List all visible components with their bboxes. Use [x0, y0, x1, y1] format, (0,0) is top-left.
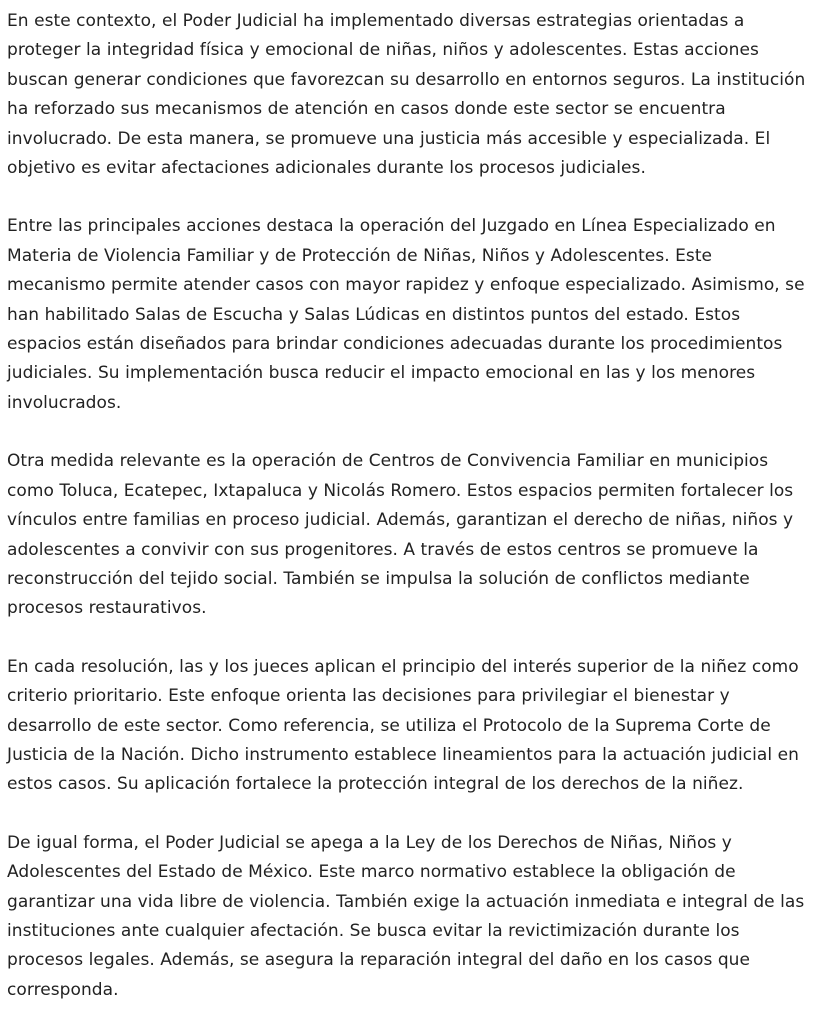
article-body	[7, 7, 807, 1005]
paragraph-3: Otra medida relevante es la operación de Centros de Convivencia Familiar en municipios como Toluca, Ecatepec, Ixtapaluca y Nicolás Romero. Estos espacios permiten fortalecer los vínculos entre familias en proceso judicial. Además, garantizan el derecho de niñas, niños y adolescentes a convivir con sus progenitores. A través de estos centros se promueve la reconstrucción del tejido social. También se impulsa la solución de conflictos mediante procesos restaurativos.	[7, 451, 794, 619]
paragraph-4: En cada resolución, las y los jueces aplican el principio del interés superior de la niñez como criterio prioritario. Este enfoque orienta las decisiones para privilegiar el bienestar y desarrollo de este sector. Como referencia, se utiliza el Protocolo de la Suprema Corte de Justicia de la Nación. Dicho instrumento establece lineamientos para la actuación judicial en estos casos. Su aplicación fortalece la protección integral de los derechos de la niñez.	[7, 656, 799, 795]
paragraph-5: De igual forma, el Poder Judicial se apega a la Ley de los Derechos de Niñas, Niños y Adolescentes del Estado de México. Este marco normativo establece la obligación de garantizar una vida libre de violencia. También exige la actuación inmediata e integral de las instituciones ante cualquier afectación. Se busca evitar la revictimización durante los procesos legales. Además, se asegura la reparación integral del daño en los casos que corresponda.	[7, 832, 805, 1000]
paragraph-2: Entre las principales acciones destaca la operación del Juzgado en Línea Especializado en Materia de Violencia Familiar y de Protección de Niñas, Niños y Adolescentes. Este mecanismo permite atender casos con mayor rapidez y enfoque especializado. Asimismo, se han habilitado Salas de Escucha y Salas Lúdicas en distintos puntos del estado. Estos espacios están diseñados para brindar condiciones adecuadas durante los procedimientos judiciales. Su implementación busca reducir el impacto emocional en las y los menores involucrados.	[7, 216, 805, 413]
paragraph-1: En este contexto, el Poder Judicial ha implementado diversas estrategias orientadas a proteger la integridad física y emocional de niñas, niños y adolescentes. Estas acciones buscan generar condiciones que favorezcan su desarrollo en entornos seguros. La institución ha reforzado sus mecanismos de atención en casos donde este sector se encuentra involucrado. De esta manera, se promueve una justicia más accesible y especializada. El objetivo es evitar afectaciones adicionales durante los procesos judiciales.	[7, 11, 806, 179]
